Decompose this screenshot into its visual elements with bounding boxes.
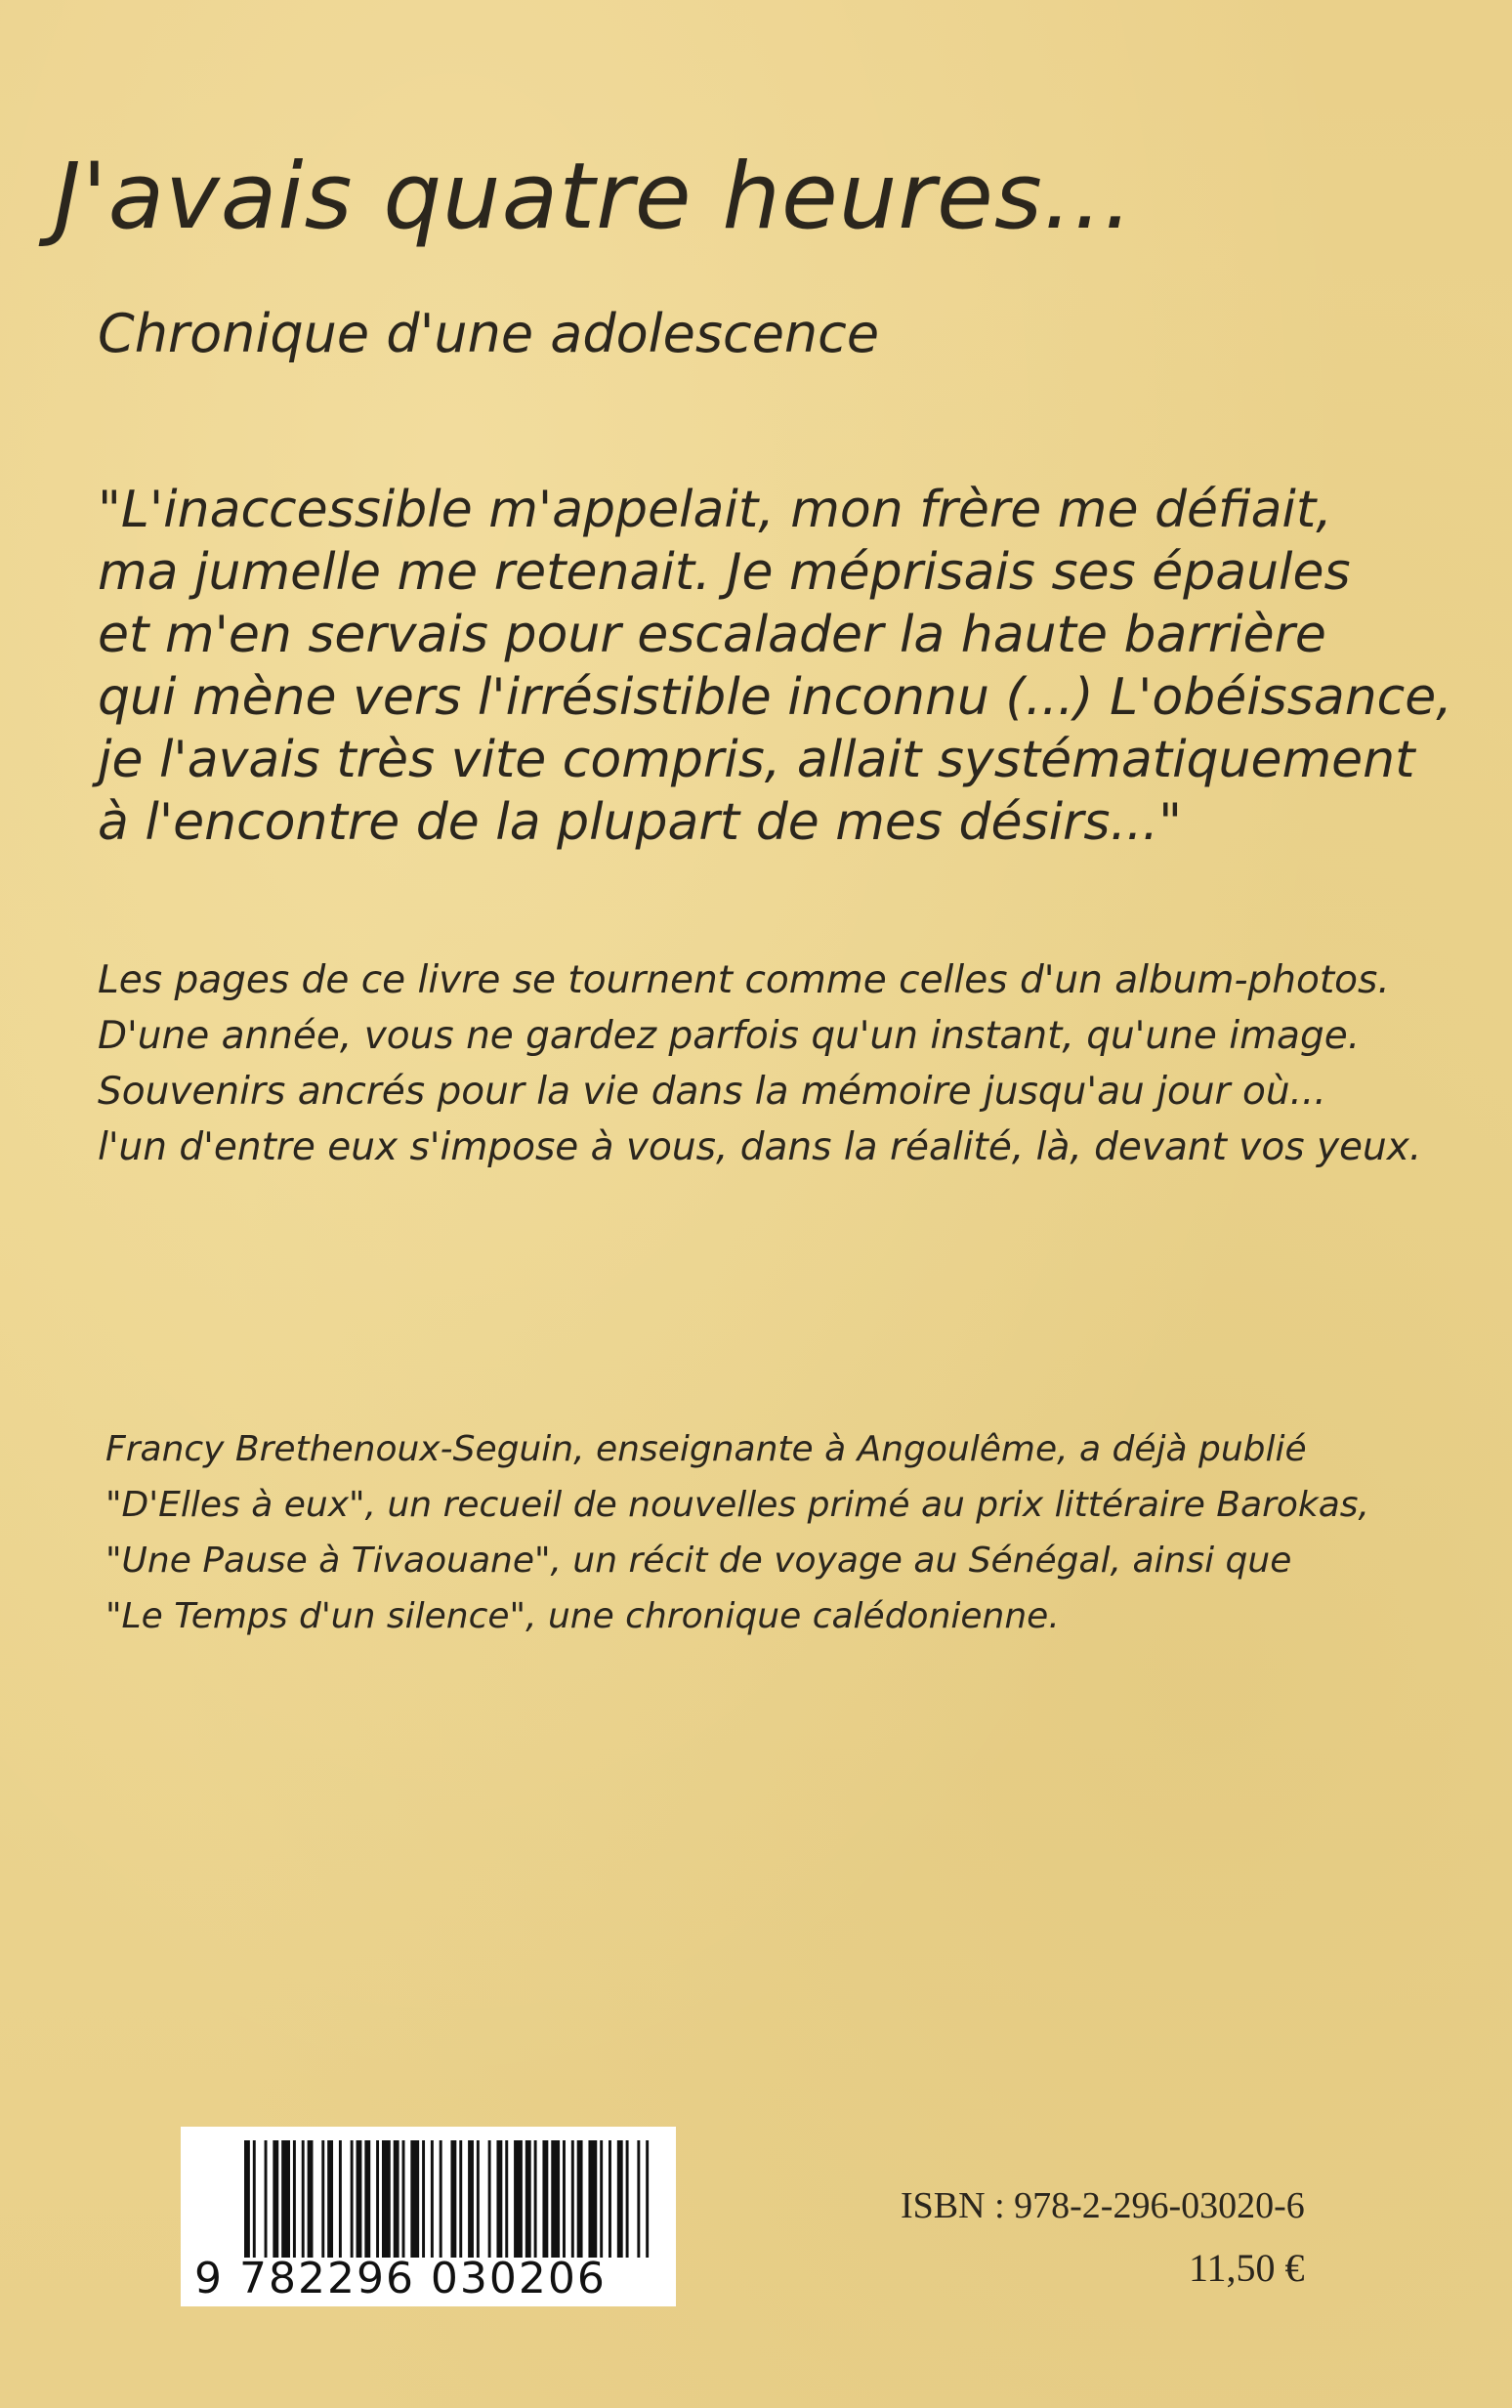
book-price: 11,50 € (1189, 2246, 1305, 2290)
blurb-line: D'une année, vous ne gardez parfois qu'un instant, qu'une image. (98, 1014, 1361, 1058)
barcode-bar (327, 2140, 333, 2258)
barcode-bar (534, 2140, 537, 2258)
barcode-bar (376, 2140, 379, 2258)
barcode-bar (609, 2140, 611, 2258)
blurb-line: l'un d'entre eux s'impose à vous, dans la réalité, là, devant vos yeux. (98, 1125, 1422, 1169)
barcode-bar (308, 2140, 314, 2258)
barcode-bar (542, 2140, 548, 2258)
barcode-bar (402, 2140, 405, 2258)
barcode-bar (525, 2140, 531, 2258)
barcode-bar (496, 2140, 502, 2258)
quote-line: et m'en servais pour escalader la haute barrière (98, 606, 1326, 664)
author-bio-line: Francy Brethenoux-Seguin, enseignante à Angoulême, a déjà publié (105, 1429, 1307, 1469)
quote-line: "L'inaccessible m'appelait, mon frère me défiait, (98, 481, 1332, 539)
blurb-line: Souvenirs ancrés pour la vie dans la mémoire jusqu'au jour où... (98, 1070, 1326, 1114)
excerpt-quote (98, 479, 1465, 854)
barcode-bar (617, 2140, 623, 2258)
barcode-bar (351, 2140, 354, 2258)
quote-line: ma jumelle me retenait. Je méprisais ses épaules (98, 543, 1351, 602)
barcode-bar (626, 2140, 629, 2258)
barcode-bar (571, 2140, 574, 2258)
barcode-bar (588, 2140, 597, 2258)
barcode-bar (339, 2140, 342, 2258)
barcode-bar (468, 2140, 474, 2258)
author-bio-line: "D'Elles à eux", un recueil de nouvelles primé au prix littéraire Barokas, (105, 1485, 1369, 1525)
book-subtitle: Chronique d'une adolescence (98, 303, 880, 364)
barcode-bar (600, 2140, 603, 2258)
barcode-bar (265, 2140, 268, 2258)
quote-line: à l'encontre de la plupart de mes désirs..." (98, 793, 1183, 852)
barcode (181, 2127, 676, 2306)
author-bio (105, 1421, 1473, 1644)
barcode-bar (450, 2140, 456, 2258)
barcode-bar (637, 2140, 640, 2258)
author-bio-line: "Une Pause à Tivaouane", un récit de voyage au Sénégal, ainsi que (105, 1541, 1292, 1581)
quote-line: je l'avais très vite compris, allait systématiquement (98, 731, 1415, 789)
barcode-bar (477, 2140, 480, 2258)
barcode-bar (459, 2140, 462, 2258)
barcode-bar (357, 2140, 362, 2258)
barcode-bar (273, 2140, 278, 2258)
barcode-bar (253, 2140, 256, 2258)
barcode-bar (321, 2140, 324, 2258)
blurb-line: Les pages de ce livre se tournent comme celles d'un album-photos. (98, 958, 1390, 1002)
barcode-bar (646, 2140, 649, 2258)
barcode-bar (440, 2140, 442, 2258)
barcode-bar (505, 2140, 508, 2258)
barcode-bar (394, 2140, 399, 2258)
barcode-digits: 9 782296 030206 (194, 2254, 607, 2303)
barcode-bars (244, 2140, 654, 2258)
barcode-bar (514, 2140, 523, 2258)
book-blurb (98, 952, 1465, 1175)
barcode-bar (488, 2140, 491, 2258)
barcode-bar (431, 2140, 434, 2258)
quote-line: qui mène vers l'irrésistible inconnu (...) L'obéissance, (98, 668, 1452, 727)
barcode-bar (382, 2140, 391, 2258)
isbn-number: ISBN : 978-2-296-03020-6 (901, 2185, 1305, 2226)
barcode-bar (551, 2140, 560, 2258)
barcode-bar (422, 2140, 425, 2258)
barcode-bar (281, 2140, 290, 2258)
barcode-bar (364, 2140, 370, 2258)
author-bio-line: "Le Temps d'un silence", une chronique calédonienne. (105, 1596, 1060, 1636)
barcode-bar (244, 2140, 250, 2258)
barcode-bar (293, 2140, 296, 2258)
barcode-bar (302, 2140, 305, 2258)
barcode-bar (410, 2140, 419, 2258)
barcode-bar (577, 2140, 583, 2258)
book-title: J'avais quatre heures... (54, 144, 1134, 250)
barcode-bar (563, 2140, 566, 2258)
